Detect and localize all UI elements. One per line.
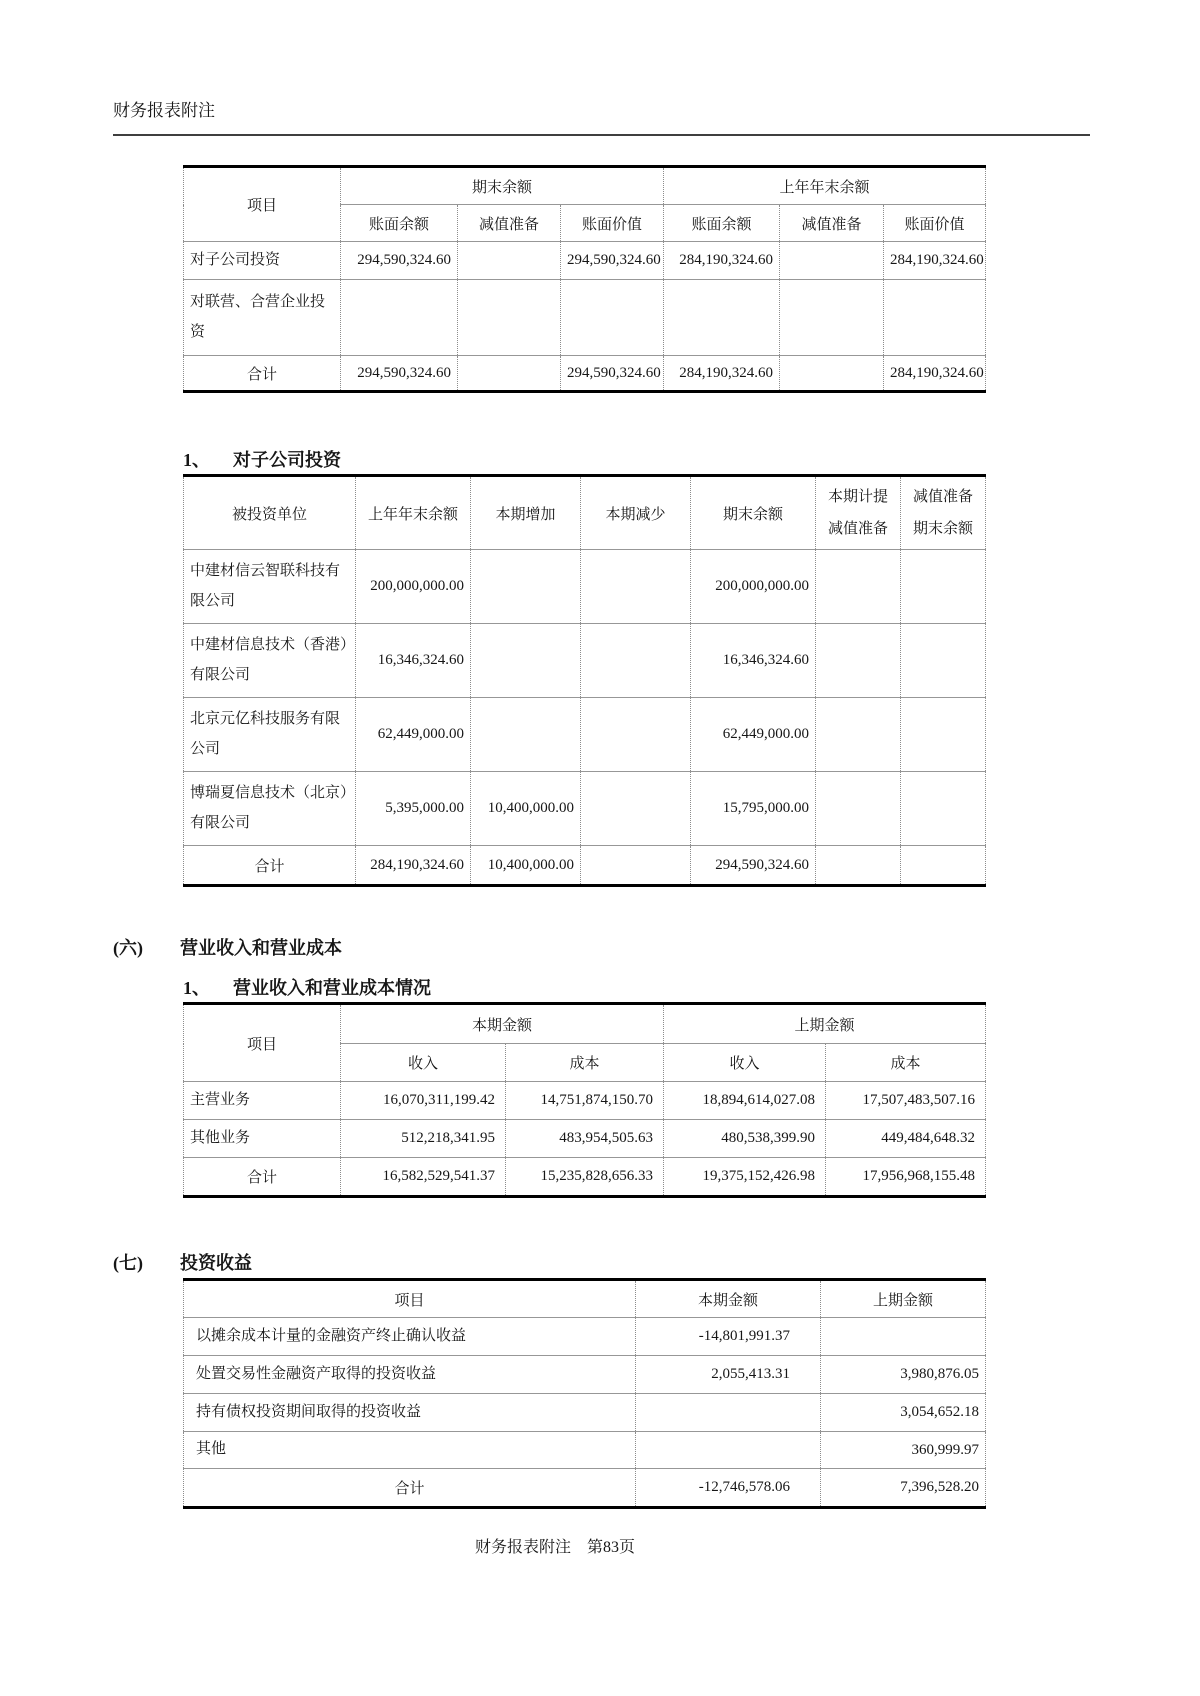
section-heading-investment-income (113, 1249, 252, 1275)
cell-value: 284,190,324.60 (884, 356, 986, 392)
col-header-impairment-ending-balance (901, 476, 986, 550)
investment-income-table (183, 1278, 986, 1509)
row-label: 中建材信息技术（香港）有限公司 (184, 624, 356, 698)
col-header-prior-year-end-balance: 上年年末余额 (356, 476, 471, 550)
page-footer (0, 1534, 1110, 1557)
section-heading-subsidiary-investment (183, 446, 341, 472)
row-label: 持有债权投资期间取得的投资收益 (184, 1394, 636, 1432)
cell-value (581, 772, 691, 846)
page-header-title: 财务报表附注 (113, 101, 215, 120)
cell-value: 3,054,652.18 (821, 1394, 986, 1432)
section-title: 营业收入和营业成本情况 (233, 978, 431, 998)
cell-value: 2,055,413.31 (636, 1356, 821, 1394)
section-number: (七) (113, 1253, 143, 1273)
section-heading-revenue-cost-detail (183, 974, 431, 1000)
cell-value: 5,395,000.00 (356, 772, 471, 846)
cell-value (901, 550, 986, 624)
cell-value (471, 698, 581, 772)
table-row (184, 772, 986, 846)
cell-value (816, 846, 901, 886)
row-label: 其他业务 (184, 1120, 341, 1158)
cell-value: 62,449,000.00 (691, 698, 816, 772)
table-header-row (184, 476, 986, 550)
cell-value: 16,346,324.60 (356, 624, 471, 698)
section-title: 投资收益 (180, 1253, 252, 1273)
cell-value (780, 242, 884, 280)
subsidiary-investment-table (183, 474, 986, 887)
cell-value (458, 242, 561, 280)
table-row (184, 242, 986, 280)
col-header-ending-balance: 期末余额 (691, 476, 816, 550)
col-header-investee: 被投资单位 (184, 476, 356, 550)
col-header-item: 项目 (184, 1280, 636, 1318)
cell-value (664, 280, 780, 356)
cell-value (901, 846, 986, 886)
col-header-prior-period: 上期金额 (821, 1280, 986, 1318)
cell-value: 62,449,000.00 (356, 698, 471, 772)
cell-value: 10,400,000.00 (471, 772, 581, 846)
table-row (184, 624, 986, 698)
col-group-prior-year-end-balance: 上年年末余额 (664, 167, 986, 205)
cell-value (816, 698, 901, 772)
table-total-row (184, 1469, 986, 1508)
cell-value (458, 280, 561, 356)
cell-value (816, 624, 901, 698)
cell-value: 18,894,614,027.08 (664, 1082, 826, 1120)
cell-value (561, 280, 664, 356)
table-row (184, 698, 986, 772)
table-row (184, 550, 986, 624)
table-row (184, 1356, 986, 1394)
table-header-row (184, 167, 986, 205)
col-header-item: 项目 (184, 167, 341, 242)
table-row (184, 1120, 986, 1158)
header-line: 本期计提 (827, 488, 888, 505)
cell-value: 294,590,324.60 (691, 846, 816, 886)
col-header-cost: 成本 (506, 1044, 664, 1082)
cell-value: 284,190,324.60 (884, 242, 986, 280)
col-header-current-impairment-provision (816, 476, 901, 550)
cell-value: 284,190,324.60 (664, 242, 780, 280)
table-row (184, 1318, 986, 1356)
revenue-cost-table (183, 1002, 986, 1198)
row-label: 其他 (184, 1432, 636, 1469)
section-title: 对子公司投资 (233, 450, 341, 470)
cell-value: 200,000,000.00 (691, 550, 816, 624)
cell-value (471, 624, 581, 698)
cell-value (816, 772, 901, 846)
col-header-current-increase: 本期增加 (471, 476, 581, 550)
investment-summary-table (183, 165, 986, 393)
col-header-item: 项目 (184, 1004, 341, 1082)
row-label-total: 合计 (184, 356, 341, 392)
page-footer-text: 财务报表附注 第83页 (474, 1539, 635, 1556)
cell-value: 449,484,648.32 (826, 1120, 986, 1158)
cell-value (458, 356, 561, 392)
cell-value: 294,590,324.60 (561, 356, 664, 392)
col-header-current-period: 本期金额 (636, 1280, 821, 1318)
cell-value (884, 280, 986, 356)
cell-value (901, 772, 986, 846)
table-row (184, 1082, 986, 1120)
cell-value (471, 550, 581, 624)
col-header-book-balance: 账面余额 (664, 205, 780, 242)
header-line: 减值准备 (912, 488, 973, 505)
section-heading-revenue-cost (113, 934, 342, 960)
col-header-book-value: 账面价值 (561, 205, 664, 242)
cell-value: 14,751,874,150.70 (506, 1082, 664, 1120)
col-group-ending-balance: 期末余额 (341, 167, 664, 205)
header-line: 减值准备 (827, 521, 888, 537)
cell-value: 480,538,399.90 (664, 1120, 826, 1158)
cell-value (780, 280, 884, 356)
col-header-cost: 成本 (826, 1044, 986, 1082)
section-number: (六) (113, 938, 143, 958)
table-total-row (184, 846, 986, 886)
cell-value: 512,218,341.95 (341, 1120, 506, 1158)
cell-value (816, 550, 901, 624)
col-header-income: 收入 (664, 1044, 826, 1082)
page-header (113, 96, 1090, 136)
cell-value: -14,801,991.37 (636, 1318, 821, 1356)
cell-value (780, 356, 884, 392)
table-row (184, 1432, 986, 1469)
cell-value: 19,375,152,426.98 (664, 1158, 826, 1197)
cell-value: -12,746,578.06 (636, 1469, 821, 1508)
cell-value (821, 1318, 986, 1356)
cell-value (901, 698, 986, 772)
cell-value (581, 846, 691, 886)
section-number: 1、 (183, 978, 210, 998)
col-group-prior-period: 上期金额 (664, 1004, 986, 1044)
table-total-row (184, 356, 986, 392)
cell-value: 284,190,324.60 (664, 356, 780, 392)
cell-value (581, 698, 691, 772)
table-total-row (184, 1158, 986, 1197)
col-header-current-decrease: 本期减少 (581, 476, 691, 550)
header-line: 期末余额 (912, 521, 973, 537)
cell-value: 15,795,000.00 (691, 772, 816, 846)
cell-value (636, 1432, 821, 1469)
cell-value: 3,980,876.05 (821, 1356, 986, 1394)
section-title: 营业收入和营业成本 (180, 938, 342, 958)
table-row (184, 280, 986, 356)
cell-value: 16,070,311,199.42 (341, 1082, 506, 1120)
cell-value (581, 624, 691, 698)
row-label: 博瑞夏信息技术（北京）有限公司 (184, 772, 356, 846)
row-label: 主营业务 (184, 1082, 341, 1120)
cell-value: 483,954,505.63 (506, 1120, 664, 1158)
cell-value (636, 1394, 821, 1432)
cell-value: 294,590,324.60 (341, 242, 458, 280)
col-header-impairment-provision: 减值准备 (458, 205, 561, 242)
cell-value: 17,956,968,155.48 (826, 1158, 986, 1197)
col-group-current-period: 本期金额 (341, 1004, 664, 1044)
cell-value: 16,346,324.60 (691, 624, 816, 698)
cell-value: 16,582,529,541.37 (341, 1158, 506, 1197)
row-label: 北京元亿科技服务有限公司 (184, 698, 356, 772)
row-label-total: 合计 (184, 846, 356, 886)
col-header-impairment-provision: 减值准备 (780, 205, 884, 242)
row-label: 中建材信云智联科技有限公司 (184, 550, 356, 624)
table-row (184, 1394, 986, 1432)
row-label: 处置交易性金融资产取得的投资收益 (184, 1356, 636, 1394)
row-label-total: 合计 (184, 1469, 636, 1508)
col-header-book-balance: 账面余额 (341, 205, 458, 242)
col-header-book-value: 账面价值 (884, 205, 986, 242)
row-label-total: 合计 (184, 1158, 341, 1197)
cell-value (341, 280, 458, 356)
cell-value: 360,999.97 (821, 1432, 986, 1469)
section-number: 1、 (183, 450, 210, 470)
cell-value: 7,396,528.20 (821, 1469, 986, 1508)
cell-value: 200,000,000.00 (356, 550, 471, 624)
table-header-row (184, 1004, 986, 1044)
row-label: 以摊余成本计量的金融资产终止确认收益 (184, 1318, 636, 1356)
col-header-income: 收入 (341, 1044, 506, 1082)
table-header-row (184, 1280, 986, 1318)
cell-value (581, 550, 691, 624)
cell-value: 17,507,483,507.16 (826, 1082, 986, 1120)
cell-value: 284,190,324.60 (356, 846, 471, 886)
row-label: 对子公司投资 (184, 242, 341, 280)
cell-value: 10,400,000.00 (471, 846, 581, 886)
cell-value: 294,590,324.60 (561, 242, 664, 280)
cell-value (901, 624, 986, 698)
cell-value: 15,235,828,656.33 (506, 1158, 664, 1197)
row-label: 对联营、合营企业投资 (184, 280, 341, 356)
cell-value: 294,590,324.60 (341, 356, 458, 392)
